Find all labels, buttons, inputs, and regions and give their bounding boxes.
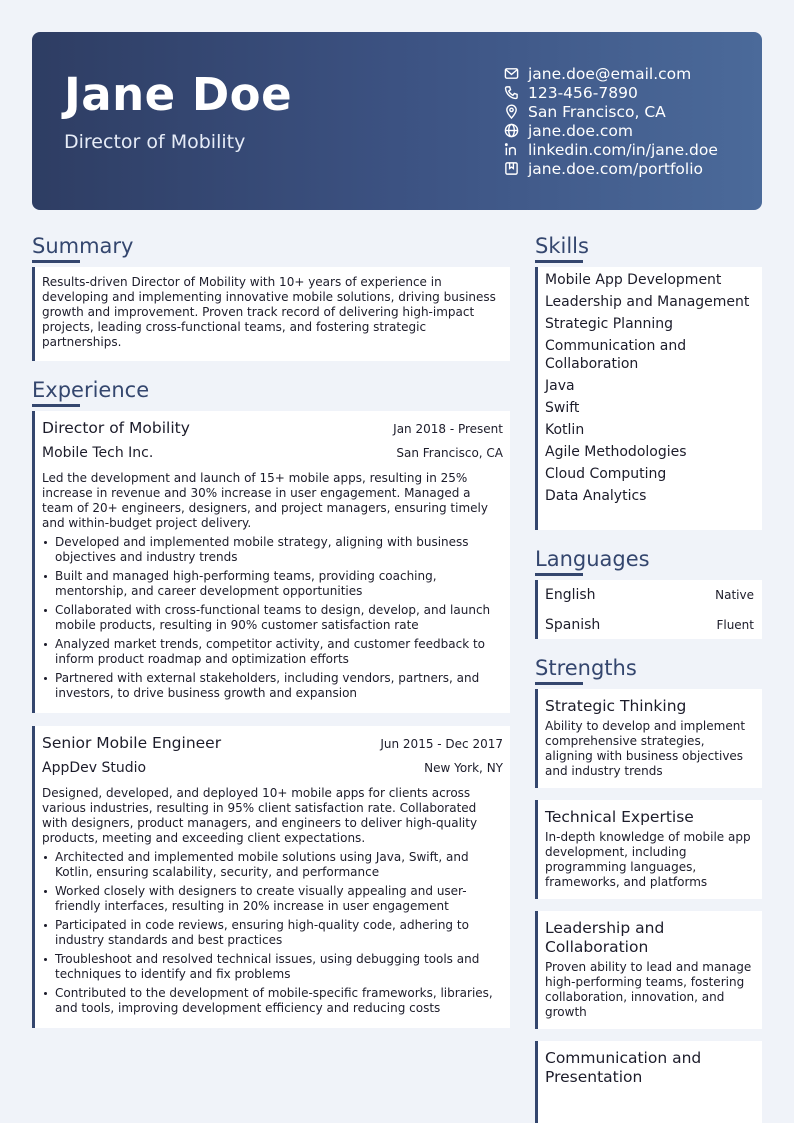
strength-title: Communication and Presentation [545, 1049, 702, 1086]
job-date: Jun 2015 - Dec 2017 [380, 737, 503, 751]
job-bullet: Built and managed high-performing teams, providing coaching, mentorship, and career development opportunities [42, 569, 503, 599]
job-bullet: Architected and implemented mobile solutions using Java, Swift, and Kotlin, ensuring scalability, security, and performance [42, 850, 503, 880]
job-header [35, 419, 510, 441]
job-bullet: Analyzed market trends, competitor activity, and customer feedback to inform product roadmap and optimization efforts [42, 637, 503, 667]
summary-heading: Summary [32, 234, 134, 258]
job-title: Senior Mobile Engineer [42, 734, 222, 752]
job-subheader [35, 760, 510, 782]
experience-underline [32, 404, 80, 407]
globe-icon [504, 123, 519, 138]
job-location: San Francisco, CA [396, 446, 503, 460]
skills-underline [535, 260, 583, 263]
location-icon [504, 104, 519, 119]
phone-icon [504, 85, 519, 100]
job-bullet: Worked closely with designers to create visually appealing and user-friendly interfaces, resulting in 20% increase in user engagement [42, 884, 503, 914]
contact-list [504, 64, 718, 178]
job-bullet: Troubleshoot and resolved technical issues, using debugging tools and techniques to identify and fix problems [42, 952, 503, 982]
skill-item: Kotlin [545, 422, 585, 438]
contact-email-text: jane.doe@email.com [528, 64, 692, 83]
job-header [35, 734, 510, 756]
job-bullet: Developed and implemented mobile strategy, aligning with business objectives and industry trends [42, 535, 503, 565]
contact-location-text: San Francisco, CA [528, 102, 666, 121]
contact-portfolio[interactable] [504, 159, 718, 178]
portfolio-icon [504, 161, 519, 176]
language-row [538, 610, 762, 640]
experience-heading: Experience [32, 378, 150, 402]
language-name: English [545, 587, 596, 603]
strength-title: Leadership and Collaboration [545, 919, 665, 956]
job-bullet: Partnered with external stakeholders, including vendors, partners, and investors, to drive business growth and expansion [42, 671, 503, 701]
contact-portfolio-text: jane.doe.com/portfolio [528, 159, 704, 178]
languages-heading: Languages [535, 547, 650, 571]
job-location: New York, NY [424, 761, 503, 775]
languages-card [535, 580, 762, 639]
skills-card [535, 267, 762, 530]
language-row [538, 580, 762, 610]
contact-phone-text: 123-456-7890 [528, 83, 638, 102]
strength-description: Proven ability to lead and manage high-performing teams, fostering collaboration, innovation, and growth [545, 960, 752, 1019]
skill-item: Cloud Computing [545, 466, 667, 482]
contact-phone[interactable] [504, 83, 718, 102]
contact-linkedin-text: linkedin.com/in/jane.doe [528, 140, 718, 159]
strength-description [538, 1087, 762, 1090]
language-level: Fluent [716, 618, 754, 632]
summary-text: Results-driven Director of Mobility with 10+ years of experience in developing and implementing innovative mobile solutions, driving business growth and improvement. Proven track record of delivering high-impact projects, leading cross-functional teams, and fostering strategic partnerships. [42, 275, 496, 349]
strength-title: Strategic Thinking [545, 697, 687, 715]
job-bullet: Participated in code reviews, ensuring high-quality code, adhering to industry standards and best practices [42, 918, 503, 948]
strength-title: Technical Expertise [545, 808, 694, 826]
language-level: Native [715, 588, 754, 602]
job-date: Jan 2018 - Present [393, 422, 503, 436]
contact-email[interactable] [504, 64, 718, 83]
skill-item: Communication and Collaboration [545, 338, 687, 372]
job-card [32, 726, 510, 1028]
language-name: Spanish [545, 617, 601, 633]
summary-card [32, 267, 510, 361]
strengths-underline [535, 682, 583, 685]
skill-item: Leadership and Management [545, 294, 750, 310]
contact-website-text: jane.doe.com [528, 121, 633, 140]
strengths-heading: Strengths [535, 656, 637, 680]
job-bullet: Contributed to the development of mobile-specific frameworks, libraries, and tools, improving development efficiency and reducing costs [42, 986, 503, 1016]
languages-underline [535, 573, 583, 576]
summary-underline [32, 260, 80, 263]
job-bullets [35, 535, 510, 701]
job-subheader [35, 445, 510, 467]
job-description: Designed, developed, and deployed 10+ mobile apps for clients across various industries, resulting in 95% client satisfaction rate. Collaborated with designers, product managers, and engineers to deliver high-quality products, meeting and exceeding client expectations. [42, 786, 478, 845]
contact-location [504, 102, 718, 121]
job-company: Mobile Tech Inc. [42, 445, 154, 461]
job-card [32, 411, 510, 713]
contact-website[interactable] [504, 121, 718, 140]
strength-card [535, 800, 762, 899]
strength-card [535, 689, 762, 788]
candidate-name: Jane Doe [64, 68, 293, 121]
skill-item: Data Analytics [545, 488, 647, 504]
skill-item: Mobile App Development [545, 272, 722, 288]
skill-item: Java [545, 378, 575, 394]
candidate-role: Director of Mobility [64, 131, 246, 153]
linkedin-icon [504, 142, 519, 157]
email-icon [504, 66, 519, 81]
job-description: Led the development and launch of 15+ mobile apps, resulting in 25% increase in revenue and 30% increase in user engagement. Managed a team of 20+ engineers, designers, and project managers, ensuring timely and within-budget project delivery. [42, 471, 488, 530]
job-bullets [35, 850, 510, 1016]
skill-item: Agile Methodologies [545, 444, 687, 460]
skills-heading: Skills [535, 234, 589, 258]
contact-linkedin[interactable] [504, 140, 718, 159]
strength-description: In-depth knowledge of mobile app development, including programming languages, frameworks, and platforms [545, 830, 751, 889]
job-bullet: Collaborated with cross-functional teams to design, develop, and launch mobile products, resulting in 90% customer satisfaction rate [42, 603, 503, 633]
resume-header [32, 32, 762, 210]
strength-description: Ability to develop and implement comprehensive strategies, aligning with business objectives and industry trends [545, 719, 746, 778]
strength-card [535, 911, 762, 1029]
job-title: Director of Mobility [42, 419, 190, 437]
skill-item: Swift [545, 400, 580, 416]
strength-card [535, 1041, 762, 1123]
skill-item: Strategic Planning [545, 316, 674, 332]
job-company: AppDev Studio [42, 760, 147, 776]
